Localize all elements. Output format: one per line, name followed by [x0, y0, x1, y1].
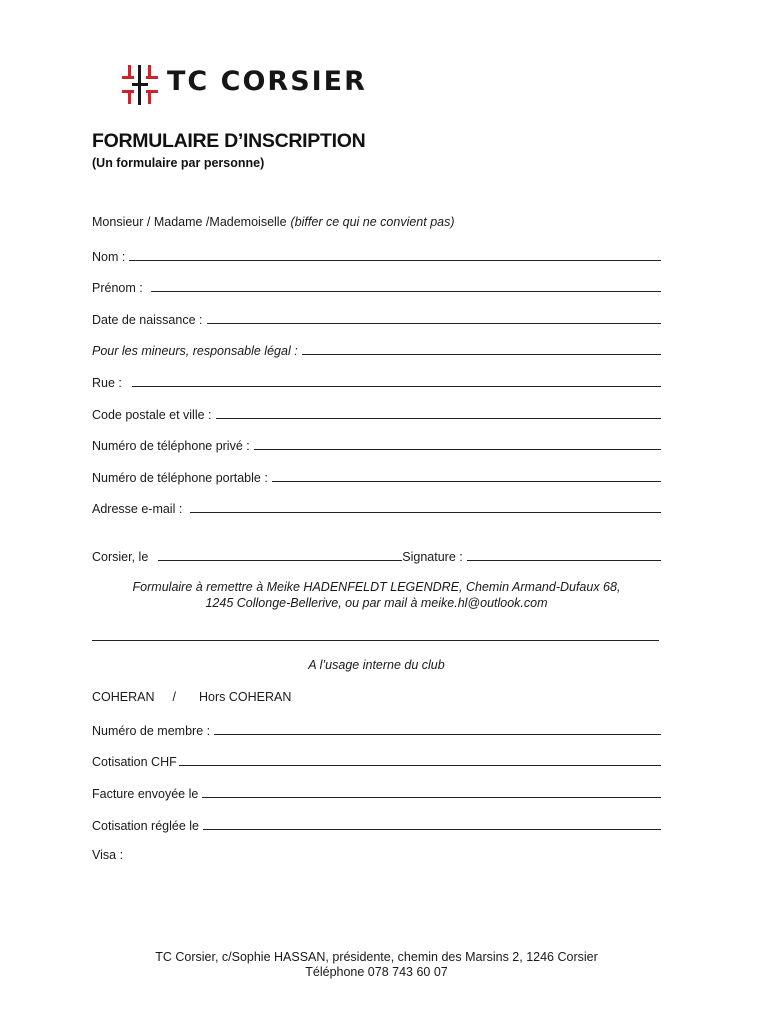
membre-row	[92, 722, 661, 740]
tel-prive-row	[92, 437, 661, 455]
email-label: Adresse e-mail :	[92, 502, 183, 516]
visa-row	[92, 848, 661, 866]
signature-label: Signature :	[402, 550, 463, 564]
email-field[interactable]	[190, 500, 661, 513]
nom-label: Nom :	[92, 250, 126, 264]
instructions-line-1: Formulaire à remettre à Meike HADENFELDT LEGENDRE, Chemin Armand-Dufaux 68,	[132, 580, 621, 594]
rue-label: Rue :	[92, 376, 122, 390]
signature-row	[92, 548, 661, 566]
prenom-field[interactable]	[151, 279, 661, 292]
naissance-field[interactable]	[207, 311, 662, 324]
facture-row	[92, 785, 661, 803]
membre-label: Numéro de membre :	[92, 724, 211, 738]
internal-heading: A l’usage interne du club	[308, 658, 445, 672]
footer-address: TC Corsier, c/Sophie HASSAN, présidente, chemin des Marsins 2, 1246 Corsier	[155, 950, 598, 964]
tel-portable-field[interactable]	[272, 469, 661, 482]
signature-field[interactable]	[467, 548, 661, 561]
nom-row	[92, 248, 661, 266]
date-field[interactable]	[158, 548, 402, 561]
visa-label: Visa :	[92, 848, 124, 862]
membership-type-row	[92, 690, 661, 708]
rue-row	[92, 374, 661, 392]
logo-mark-icon	[122, 62, 166, 108]
naissance-row	[92, 311, 661, 329]
prenom-row	[92, 279, 661, 297]
code-postal-label: Code postale et ville :	[92, 408, 212, 422]
civility-options[interactable]: Monsieur / Madame /Mademoiselle	[92, 215, 287, 229]
tel-prive-label: Numéro de téléphone privé :	[92, 439, 250, 453]
code-postal-row	[92, 406, 661, 424]
facture-label: Facture envoyée le	[92, 787, 199, 801]
rue-field[interactable]	[132, 374, 661, 387]
responsable-row	[92, 342, 661, 360]
naissance-label: Date de naissance :	[92, 313, 203, 327]
instructions-line-2: 1245 Collonge-Bellerive, ou par mail à meike.hl@outlook.com	[205, 596, 548, 610]
cotisation-label: Cotisation CHF	[92, 755, 177, 769]
form-subtitle: (Un formulaire par personne)	[92, 156, 265, 170]
code-postal-field[interactable]	[216, 406, 661, 419]
membre-field[interactable]	[214, 722, 661, 735]
tel-prive-field[interactable]	[254, 437, 661, 450]
corsier-label: Corsier, le	[92, 550, 149, 564]
responsable-field[interactable]	[302, 342, 661, 355]
club-logo	[122, 62, 382, 108]
reglee-row	[92, 817, 661, 835]
cotisation-row	[92, 753, 661, 771]
civility-note: (biffer ce qui ne convient pas)	[290, 215, 455, 229]
nom-field[interactable]	[129, 248, 661, 261]
facture-field[interactable]	[202, 785, 661, 798]
prenom-label: Prénom :	[92, 281, 143, 295]
hors-coheran-option[interactable]: Hors COHERAN	[199, 690, 292, 704]
responsable-label: Pour les mineurs, responsable légal :	[92, 344, 298, 358]
civility-row	[92, 215, 661, 233]
logo-text: TC CORSIER	[167, 66, 367, 97]
cotisation-field[interactable]	[179, 753, 661, 766]
email-row	[92, 500, 661, 518]
form-title: FORMULAIRE D’INSCRIPTION	[92, 130, 366, 152]
tel-portable-row	[92, 469, 661, 487]
tel-portable-label: Numéro de téléphone portable :	[92, 471, 268, 485]
reglee-field[interactable]	[203, 817, 661, 830]
footer-phone: Téléphone 078 743 60 07	[305, 965, 448, 979]
coheran-option[interactable]: COHERAN	[92, 690, 155, 704]
section-divider	[92, 640, 659, 641]
membership-slash: /	[172, 690, 176, 704]
reglee-label: Cotisation réglée le	[92, 819, 200, 833]
